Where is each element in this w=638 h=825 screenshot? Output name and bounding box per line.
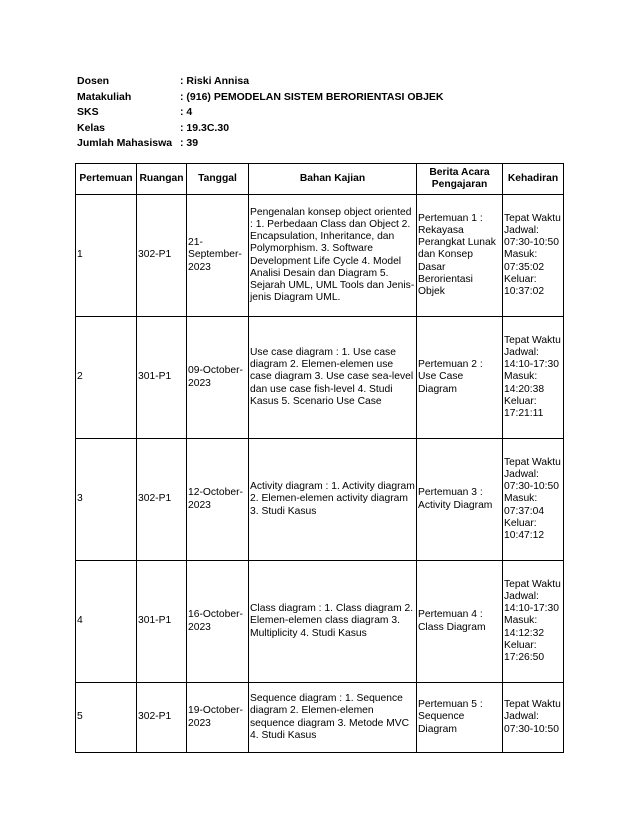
header-berita-acara: Berita Acara Pengajaran: [417, 164, 503, 195]
info-value: : 4: [180, 106, 193, 118]
cell-tanggal: 19-October-2023: [187, 683, 249, 753]
cell-bahan-kajian: Sequence diagram : 1. Sequence diagram 2. Elemen-elemen sequence diagram 3. Metode MVC 4. Studi Kasus: [249, 683, 417, 753]
info-value: : (916) PEMODELAN SISTEM BERORIENTASI OBJEK: [180, 90, 444, 103]
cell-berita-acara: Pertemuan 5 : Sequence Diagram: [417, 683, 503, 753]
cell-kehadiran: Tepat Waktu Jadwal: 07:30-10:50 Masuk: 07:37:04 Keluar: 10:47:12: [503, 439, 564, 561]
cell-berita-acara: Pertemuan 3 : Activity Diagram: [417, 439, 503, 561]
info-value: : 19.3C.30: [180, 121, 230, 134]
info-value: : Riski Annisa: [180, 75, 250, 87]
cell-kehadiran: Tepat Waktu Jadwal: 07:30-10:50 Masuk: 07:35:02 Keluar: 10:37:02: [503, 195, 564, 317]
table-row: [76, 317, 564, 439]
cell-ruangan: 301-P1: [137, 561, 187, 683]
cell-tanggal: 21-September-2023: [187, 195, 249, 317]
cell-pertemuan: 5: [76, 683, 137, 753]
cell-pertemuan: 4: [76, 561, 137, 683]
cell-kehadiran: Tepat Waktu Jadwal: 14:10-17:30 Masuk: 14:20:38 Keluar: 17:21:11: [503, 317, 564, 439]
info-row-kelas: [77, 121, 444, 137]
table-row: [76, 683, 564, 753]
info-label: Matakuliah: [77, 90, 132, 103]
header-bahan-kajian: Bahan Kajian: [249, 164, 417, 195]
header-kehadiran: Kehadiran: [503, 164, 564, 195]
table-row: [76, 439, 564, 561]
header-ruangan: Ruangan: [137, 164, 187, 195]
cell-pertemuan: 1: [76, 195, 137, 317]
cell-pertemuan: 2: [76, 317, 137, 439]
cell-berita-acara: Pertemuan 2 : Use Case Diagram: [417, 317, 503, 439]
cell-tanggal: 09-October-2023: [187, 317, 249, 439]
cell-bahan-kajian: Activity diagram : 1. Activity diagram 2. Elemen-elemen activity diagram 3. Studi Kasus: [249, 439, 417, 561]
info-label: Jumlah Mahasiswa: [77, 137, 173, 149]
cell-ruangan: 302-P1: [137, 195, 187, 317]
info-row-dosen: [77, 74, 444, 90]
table-row: [76, 561, 564, 683]
schedule-table: [75, 163, 564, 753]
info-row-matakuliah: [77, 90, 444, 106]
course-info: [77, 74, 444, 152]
info-value: : 39: [180, 137, 199, 149]
cell-ruangan: 301-P1: [137, 317, 187, 439]
cell-bahan-kajian: Use case diagram : 1. Use case diagram 2. Elemen-elemen use case diagram 3. Use case sea-level dan use case fish-level 4. Studi Kasus 5. Scenario Use Case: [249, 317, 417, 439]
cell-berita-acara: Pertemuan 1 : Rekayasa Perangkat Lunak dan Konsep Dasar Berorientasi Objek: [417, 195, 503, 317]
info-label: Dosen: [77, 75, 110, 87]
cell-ruangan: 302-P1: [137, 683, 187, 753]
table-header-row: [76, 164, 564, 195]
info-row-sks: [77, 105, 444, 121]
cell-bahan-kajian: Class diagram : 1. Class diagram 2. Elemen-elemen class diagram 3. Multiplicity 4. Studi Kasus: [249, 561, 417, 683]
header-tanggal: Tanggal: [187, 164, 249, 195]
table-row: [76, 195, 564, 317]
cell-kehadiran: Tepat Waktu Jadwal: 07:30-10:50: [503, 683, 564, 753]
cell-tanggal: 16-October-2023: [187, 561, 249, 683]
cell-ruangan: 302-P1: [137, 439, 187, 561]
cell-bahan-kajian: Pengenalan konsep object oriented : 1. Perbedaan Class dan Object 2. Encapsulation, Inheritance, dan Polymorphism. 3. Software Development Life Cycle 4. Model Analisi Desain dan Diagram 5. Sejarah UML, UML Tools dan Jenis-jenis Diagram UML.: [249, 195, 417, 317]
cell-kehadiran: Tepat Waktu Jadwal: 14:10-17:30 Masuk: 14:12:32 Keluar: 17:26:50: [503, 561, 564, 683]
cell-berita-acara: Pertemuan 4 : Class Diagram: [417, 561, 503, 683]
cell-pertemuan: 3: [76, 439, 137, 561]
info-row-jumlah-mahasiswa: [77, 136, 444, 152]
header-pertemuan: Pertemuan: [76, 164, 137, 195]
cell-tanggal: 12-October-2023: [187, 439, 249, 561]
info-label: Kelas: [77, 121, 106, 134]
info-label: SKS: [77, 106, 99, 118]
